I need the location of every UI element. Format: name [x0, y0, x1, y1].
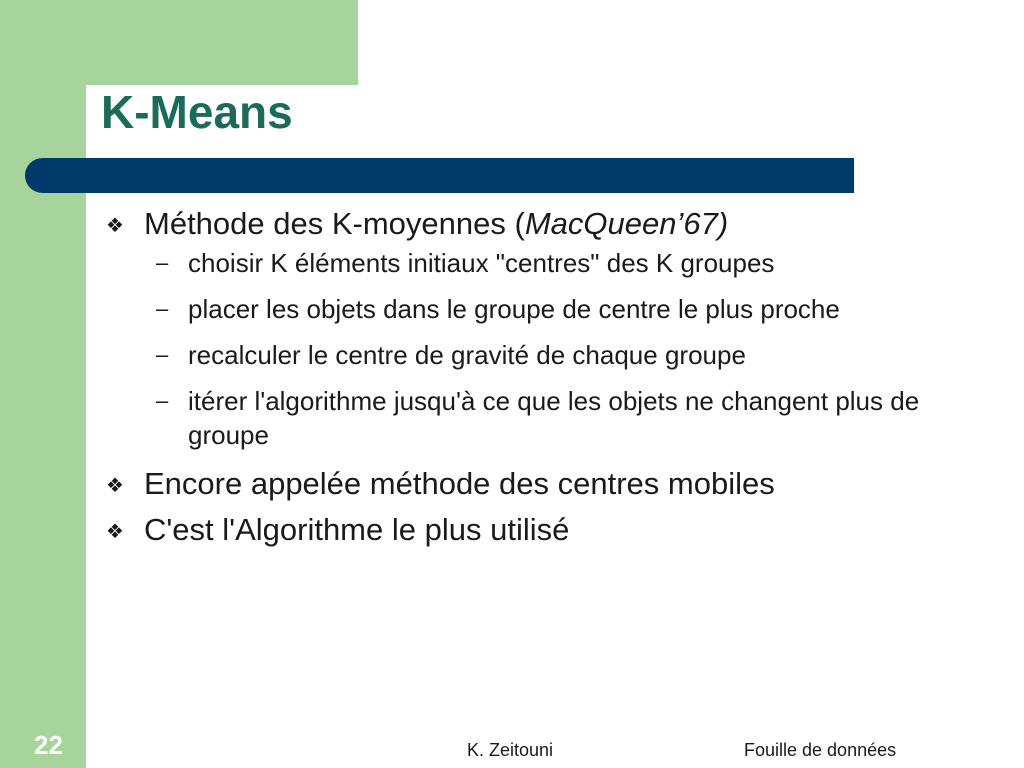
sub-bullet-text: itérer l'algorithme jusqu'à ce que les objets ne changent plus de groupe	[188, 386, 920, 450]
bullet-text: Encore appelée méthode des centres mobiles	[144, 466, 775, 501]
sub-bullet-text: choisir K éléments initiaux "centres" des K groupes	[188, 248, 775, 278]
sub-bullet-text: placer les objets dans le groupe de centre le plus proche	[188, 294, 840, 324]
diamond-bullet-icon: ❖	[106, 475, 124, 497]
diamond-bullet-icon: ❖	[106, 521, 124, 543]
sub-bullet-item	[104, 246, 984, 280]
dash-icon: –	[156, 388, 169, 413]
bullet-item	[104, 204, 984, 244]
diamond-bullet-icon: ❖	[106, 215, 124, 237]
dash-icon: –	[156, 296, 169, 321]
bullet-text: C'est l'Algorithme le plus utilisé	[144, 512, 570, 547]
slide-title: K-Means	[101, 86, 293, 138]
footer-course-title: Fouille de données	[744, 740, 897, 760]
dash-icon: –	[156, 250, 169, 275]
slide-content	[104, 204, 984, 556]
bullet-text: Méthode des K-moyennes (	[144, 206, 525, 241]
sub-bullet-item	[104, 338, 984, 372]
page-number: 22	[34, 730, 63, 760]
bullet-item	[104, 510, 984, 550]
bullet-italic-reference: MacQueen’67)	[524, 206, 729, 241]
title-underline-bar	[25, 158, 854, 193]
decorative-green-sidebar	[0, 0, 86, 768]
sub-bullet-item	[104, 384, 984, 452]
sub-bullet-item	[104, 292, 984, 326]
dash-icon: –	[156, 342, 169, 367]
footer-author: K. Zeitouni	[467, 740, 554, 760]
sub-bullet-text: recalculer le centre de gravité de chaque groupe	[188, 340, 746, 370]
bullet-item	[104, 464, 984, 504]
